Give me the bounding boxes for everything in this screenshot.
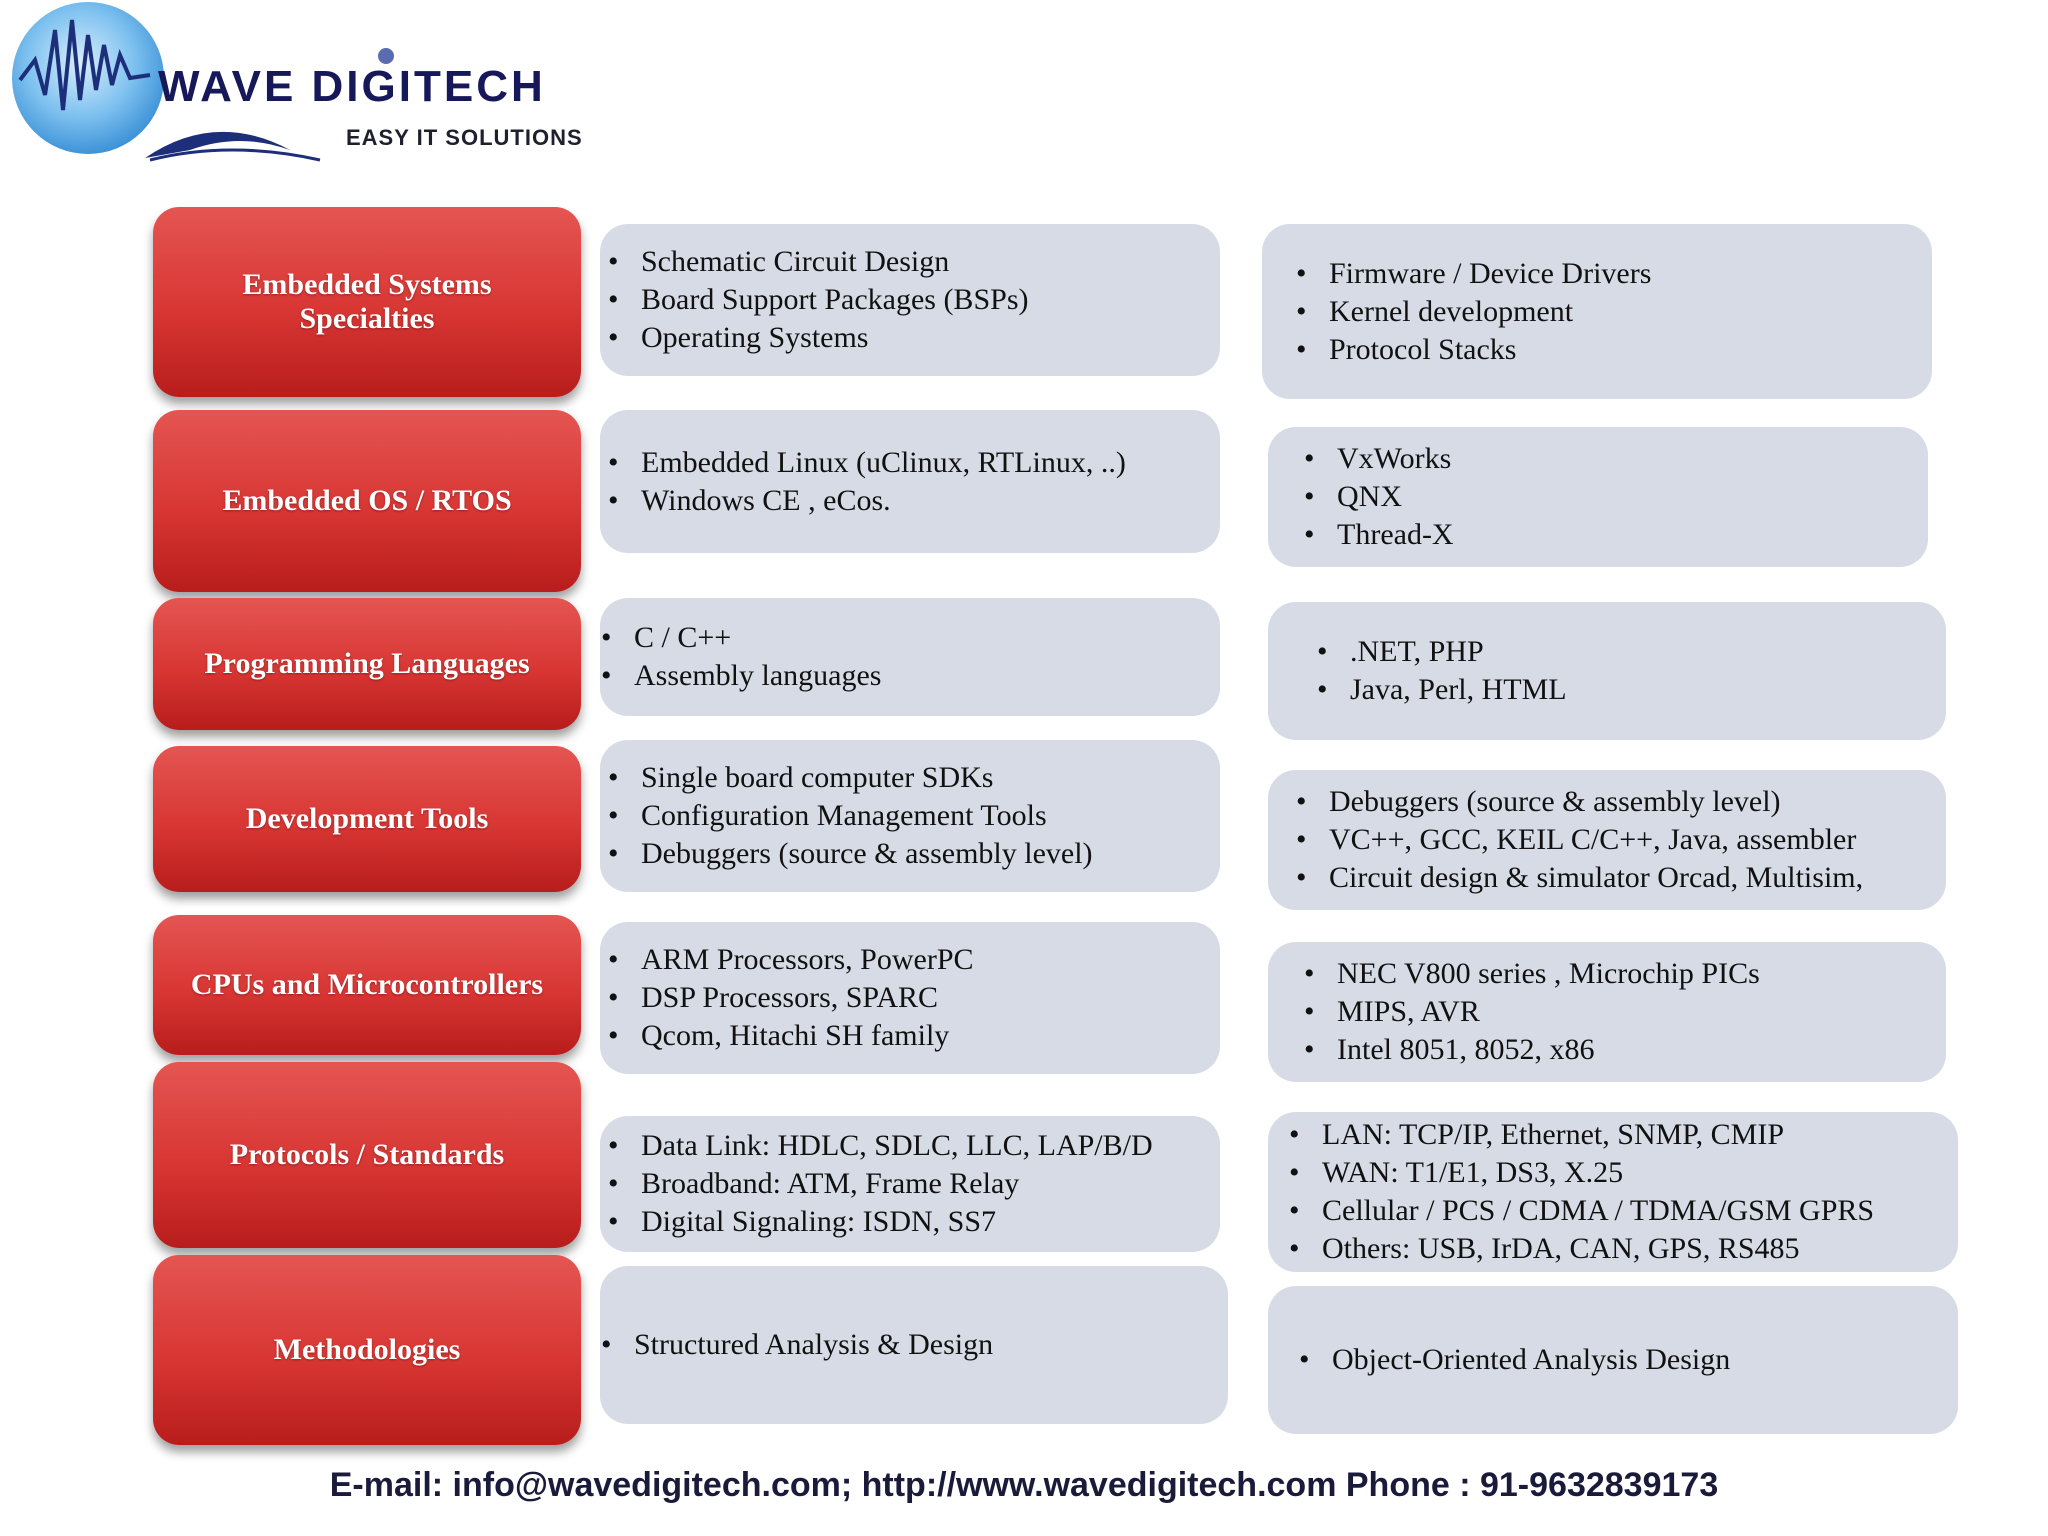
category-label [153, 915, 581, 1055]
right-skills-panel [1268, 602, 1946, 740]
bullet-item: • Others: USB, IrDA, CAN, GPS, RS485 [1322, 1230, 1958, 1268]
bullet-item: • Board Support Packages (BSPs) [641, 281, 1220, 319]
company-logo [0, 0, 600, 175]
bullet-item: • NEC V800 series , Microchip PICs [1337, 955, 1946, 993]
left-skills-panel [600, 922, 1220, 1074]
bullet-list [1329, 255, 1932, 369]
bullet-item: • C / C++ [634, 619, 1220, 657]
bullet-item: • Firmware / Device Drivers [1329, 255, 1932, 293]
bullet-item: • Data Link: HDLC, SDLC, LLC, LAP/B/D [641, 1127, 1220, 1165]
left-skills-panel [600, 598, 1220, 716]
left-skills-panel [600, 1116, 1220, 1252]
bullet-list [1337, 955, 1946, 1069]
category-label [153, 1062, 581, 1248]
right-skills-panel [1268, 770, 1946, 910]
category-label [153, 207, 581, 397]
bullet-item: • Broadband: ATM, Frame Relay [641, 1165, 1220, 1203]
bullet-list [641, 444, 1220, 520]
bullet-item: • MIPS, AVR [1337, 993, 1946, 1031]
bullet-item: • Configuration Management Tools [641, 797, 1220, 835]
bullet-list [641, 243, 1220, 357]
bullet-list [641, 759, 1220, 873]
bullet-item: • Java, Perl, HTML [1350, 671, 1946, 709]
category-label-text: Embedded OS / RTOS [222, 484, 512, 517]
right-skills-panel [1262, 224, 1932, 399]
bullet-item: • LAN: TCP/IP, Ethernet, SNMP, CMIP [1322, 1116, 1958, 1154]
category-label-text: Development Tools [245, 802, 489, 835]
brand-tagline: EASY IT SOLUTIONS [346, 125, 583, 150]
bullet-item: • VC++, GCC, KEIL C/C++, Java, assembler [1329, 821, 1946, 859]
bullet-item: • DSP Processors, SPARC [641, 979, 1220, 1017]
bullet-item: • Embedded Linux (uClinux, RTLinux, ..) [641, 444, 1220, 482]
category-label [153, 410, 581, 592]
bullet-item: • Digital Signaling: ISDN, SS7 [641, 1203, 1220, 1241]
left-skills-panel [600, 740, 1220, 892]
left-skills-panel [600, 224, 1220, 376]
category-label [153, 746, 581, 892]
bullet-item: • QNX [1337, 478, 1928, 516]
left-skills-panel [600, 1266, 1228, 1424]
bullet-item: • Single board computer SDKs [641, 759, 1220, 797]
bullet-item: • Debuggers (source & assembly level) [641, 835, 1220, 873]
right-skills-panel [1268, 1286, 1958, 1434]
category-label-text: Programming Languages [204, 647, 530, 680]
right-skills-panel [1268, 942, 1946, 1082]
category-label-text: Methodologies [273, 1333, 461, 1366]
bullet-item: • WAN: T1/E1, DS3, X.25 [1322, 1154, 1958, 1192]
right-skills-panel [1268, 427, 1928, 567]
bullet-item: • Schematic Circuit Design [641, 243, 1220, 281]
contact-footer: E-mail: info@wavedigitech.com; http://www.wavedigitech.com Phone : 91-9632839173 [329, 1466, 1719, 1504]
category-label-text: Embedded Systems Specialties [242, 268, 492, 335]
bullet-item: • VxWorks [1337, 440, 1928, 478]
category-label-text: CPUs and Microcontrollers [190, 968, 544, 1001]
bullet-item: • Qcom, Hitachi SH family [641, 1017, 1220, 1055]
category-label [153, 1255, 581, 1445]
left-skills-panel [600, 410, 1220, 553]
bullet-item: • Windows CE , eCos. [641, 482, 1220, 520]
bullet-item: • Debuggers (source & assembly level) [1329, 783, 1946, 821]
bullet-item: • Kernel development [1329, 293, 1932, 331]
bullet-item: • Intel 8051, 8052, x86 [1337, 1031, 1946, 1069]
bullet-list [1350, 633, 1946, 709]
bullet-list [1322, 1116, 1958, 1268]
bullet-list [1329, 783, 1946, 897]
bullet-item: • Protocol Stacks [1329, 331, 1932, 369]
bullet-list [641, 1127, 1220, 1241]
bullet-item: • Object-Oriented Analysis Design [1332, 1341, 1958, 1379]
bullet-list [634, 1326, 1228, 1364]
bullet-list [1337, 440, 1928, 554]
bullet-item: • Thread-X [1337, 516, 1928, 554]
bullet-list [634, 619, 1220, 695]
bullet-item: • .NET, PHP [1350, 633, 1946, 671]
brand-name: WAVE DIGITECH [158, 62, 546, 111]
bullet-item: • Assembly languages [634, 657, 1220, 695]
bullet-list [641, 941, 1220, 1055]
bullet-item: • Circuit design & simulator Orcad, Multisim, [1329, 859, 1946, 897]
bullet-list [1332, 1341, 1958, 1379]
right-skills-panel [1268, 1112, 1958, 1272]
bullet-item: • Structured Analysis & Design [634, 1326, 1228, 1364]
category-label [153, 598, 581, 730]
bullet-item: • Cellular / PCS / CDMA / TDMA/GSM GPRS [1322, 1192, 1958, 1230]
bullet-item: • ARM Processors, PowerPC [641, 941, 1220, 979]
bullet-item: • Operating Systems [641, 319, 1220, 357]
category-label-text: Protocols / Standards [229, 1138, 505, 1171]
